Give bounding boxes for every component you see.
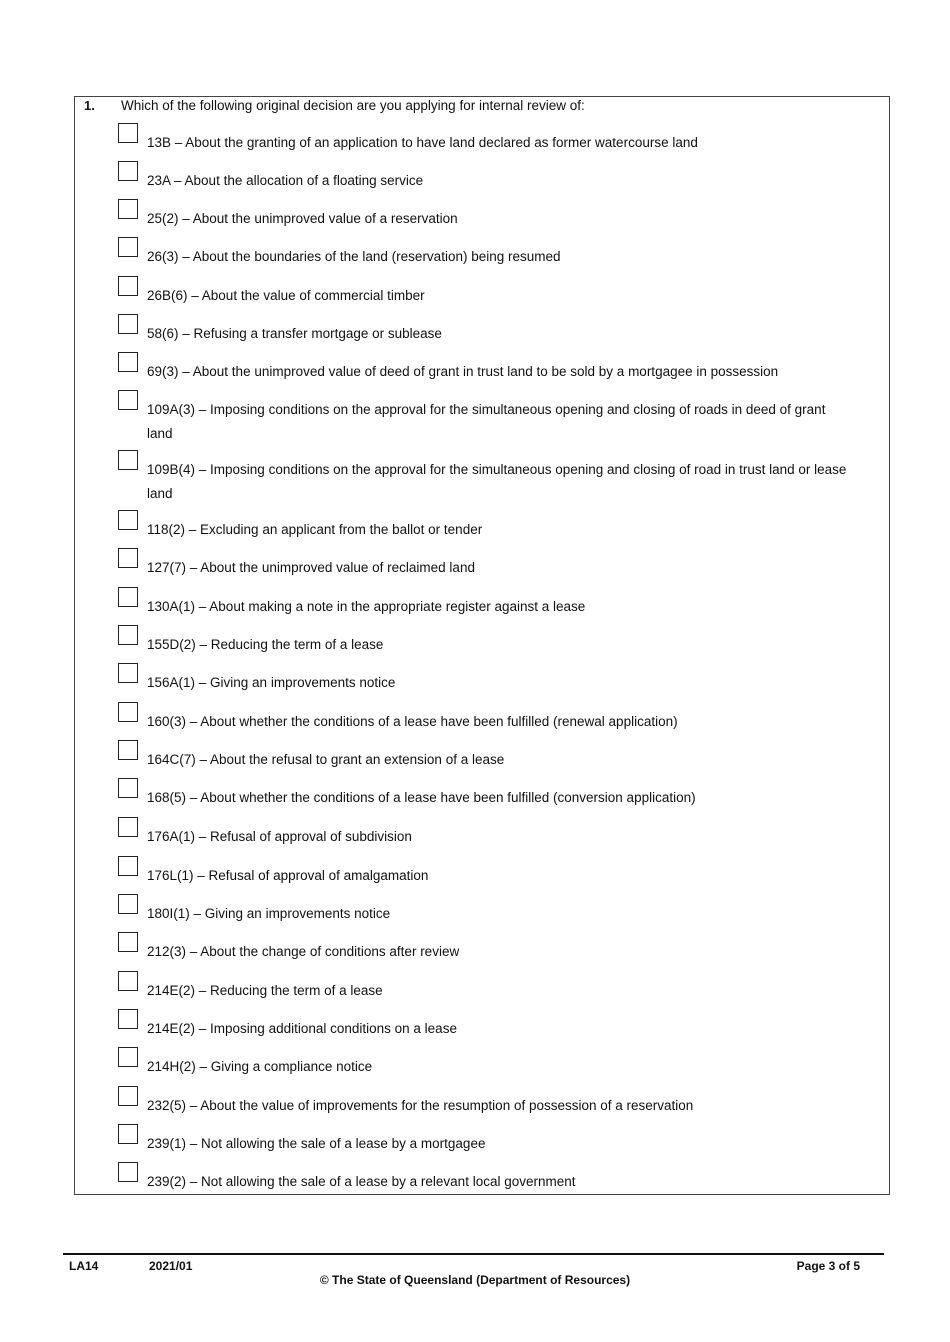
option-checkbox[interactable] — [118, 740, 138, 760]
option-label: 127(7) – About the unimproved value of reclaimed land — [147, 560, 475, 575]
option-checkbox[interactable] — [118, 663, 138, 683]
option-checkbox[interactable] — [118, 237, 138, 257]
option-checkbox[interactable] — [118, 1086, 138, 1106]
option-checkbox[interactable] — [118, 1124, 138, 1144]
option-label: 164C(7) – About the refusal to grant an extension of a lease — [147, 752, 505, 767]
option-checkbox[interactable] — [118, 856, 138, 876]
option-label: 109B(4) – Imposing conditions on the approval for the simultaneous opening and closing of road in trust land or lease land — [147, 462, 847, 501]
option-label: 214H(2) – Giving a compliance notice — [147, 1059, 373, 1074]
option-checkbox[interactable] — [118, 161, 138, 181]
footer-divider — [63, 1253, 884, 1255]
option-label: 239(2) – Not allowing the sale of a lease by a relevant local government — [147, 1174, 576, 1189]
option-checkbox[interactable] — [118, 352, 138, 372]
question-number: 1. — [84, 98, 95, 113]
option-checkbox[interactable] — [118, 932, 138, 952]
option-label: 23A – About the allocation of a floating service — [147, 173, 424, 188]
option-label: 25(2) – About the unimproved value of a reservation — [147, 211, 458, 226]
option-checkbox[interactable] — [118, 1047, 138, 1067]
option-label: 239(1) – Not allowing the sale of a lease by a mortgagee — [147, 1136, 486, 1151]
option-label: 109A(3) – Imposing conditions on the approval for the simultaneous opening and closing of roads in deed of grant land — [147, 402, 826, 441]
option-checkbox[interactable] — [118, 199, 138, 219]
option-checkbox[interactable] — [118, 971, 138, 991]
form-version: 2021/01 — [149, 1259, 193, 1273]
option-label: 214E(2) – Imposing additional conditions on a lease — [147, 1021, 457, 1036]
option-label: 176A(1) – Refusal of approval of subdivision — [147, 829, 412, 844]
option-label: 214E(2) – Reducing the term of a lease — [147, 983, 383, 998]
option-checkbox[interactable] — [118, 450, 138, 470]
copyright: © The State of Queensland (Department of Resources) — [319, 1273, 631, 1287]
option-checkbox[interactable] — [118, 314, 138, 334]
option-checkbox[interactable] — [118, 778, 138, 798]
option-checkbox[interactable] — [118, 817, 138, 837]
option-checkbox[interactable] — [118, 123, 138, 143]
option-checkbox[interactable] — [118, 1162, 138, 1182]
option-checkbox[interactable] — [118, 1009, 138, 1029]
option-label: 212(3) – About the change of conditions after review — [147, 944, 460, 959]
page-number: Page 3 of 5 — [796, 1259, 860, 1273]
option-label: 156A(1) – Giving an improvements notice — [147, 675, 396, 690]
option-label: 130A(1) – About making a note in the appropriate register against a lease — [147, 599, 586, 614]
option-label: 160(3) – About whether the conditions of a lease have been fulfilled (renewal application) — [147, 714, 678, 729]
option-label: 155D(2) – Reducing the term of a lease — [147, 637, 384, 652]
option-checkbox[interactable] — [118, 548, 138, 568]
option-checkbox[interactable] — [118, 587, 138, 607]
question-text: Which of the following original decision are you applying for internal review of: — [121, 98, 585, 113]
option-label: 26B(6) – About the value of commercial timber — [147, 288, 425, 303]
option-checkbox[interactable] — [118, 894, 138, 914]
option-checkbox[interactable] — [118, 390, 138, 410]
option-checkbox[interactable] — [118, 510, 138, 530]
option-label: 168(5) – About whether the conditions of a lease have been fulfilled (conversion application) — [147, 790, 696, 805]
option-checkbox[interactable] — [118, 276, 138, 296]
option-label: 69(3) – About the unimproved value of deed of grant in trust land to be sold by a mortgagee in possession — [147, 364, 779, 379]
option-label: 58(6) – Refusing a transfer mortgage or sublease — [147, 326, 442, 341]
option-label: 118(2) – Excluding an applicant from the ballot or tender — [147, 522, 483, 537]
option-label: 13B – About the granting of an application to have land declared as former watercourse land — [147, 135, 698, 150]
option-label: 232(5) – About the value of improvements for the resumption of possession of a reservation — [147, 1098, 694, 1113]
option-checkbox[interactable] — [118, 625, 138, 645]
option-label: 176L(1) – Refusal of approval of amalgamation — [147, 868, 429, 883]
form-code: LA14 — [69, 1259, 99, 1273]
option-label: 26(3) – About the boundaries of the land (reservation) being resumed — [147, 249, 561, 264]
option-label: 180I(1) – Giving an improvements notice — [147, 906, 391, 921]
option-checkbox[interactable] — [118, 702, 138, 722]
